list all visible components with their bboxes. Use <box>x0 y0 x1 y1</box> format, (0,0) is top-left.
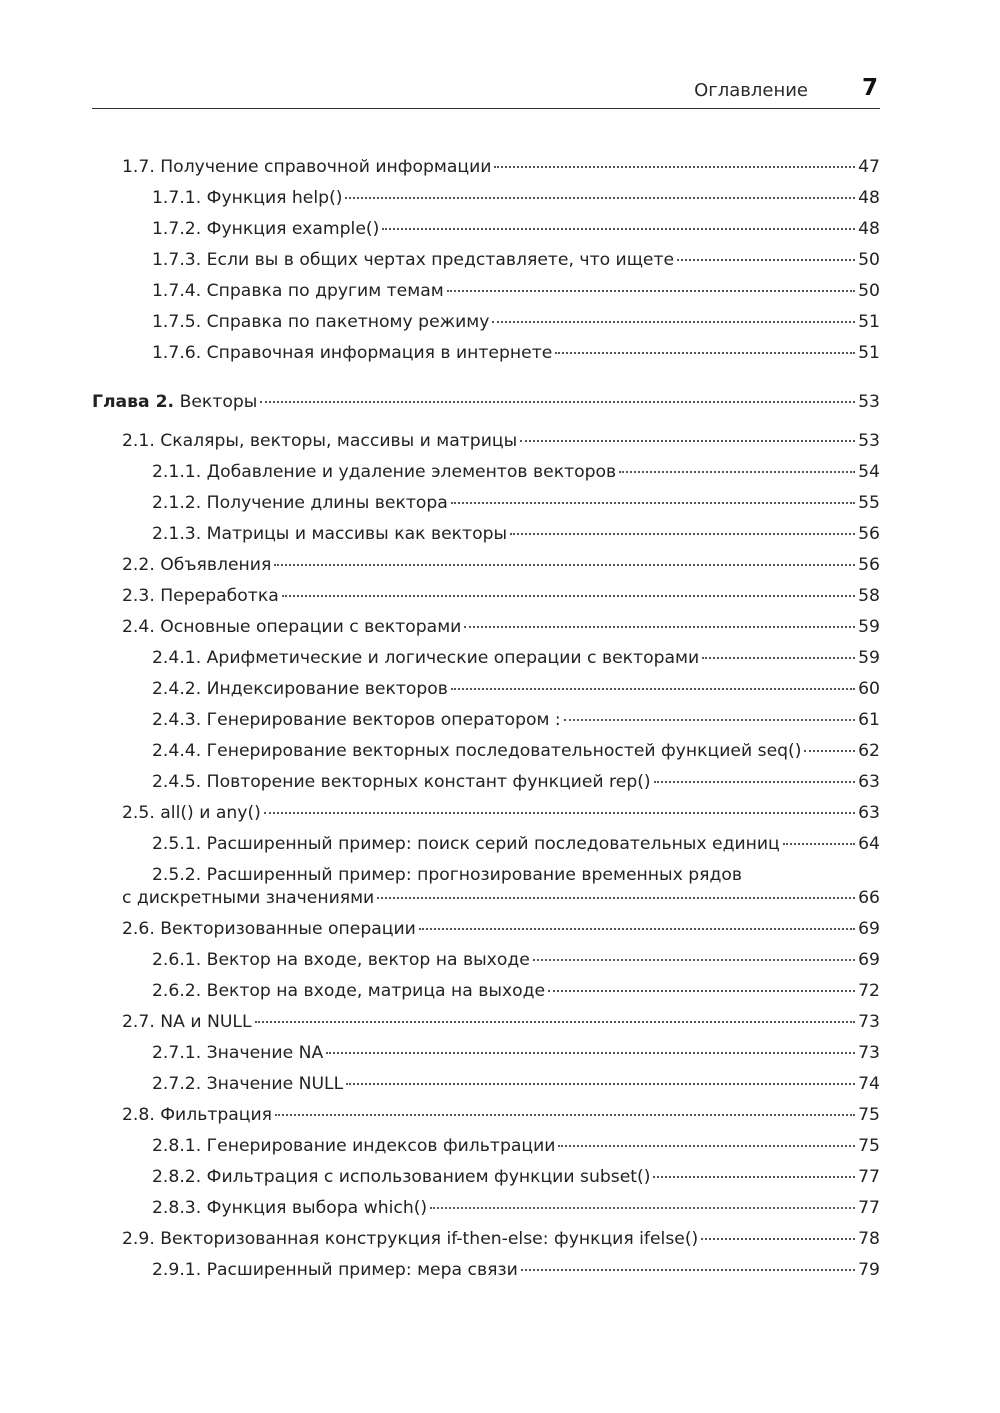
toc-entry-title: 2.1.1. Добавление и удаление элементов векторов <box>152 462 617 482</box>
toc-entry <box>92 1197 880 1220</box>
toc-entry-title: 2.1. Скаляры, векторы, массивы и матрицы <box>122 431 518 451</box>
dot-leader <box>653 1176 855 1178</box>
toc-entry <box>92 980 880 1003</box>
toc-entry-title: 1.7.6. Справочная информация в интернете <box>152 343 553 363</box>
toc-entry <box>92 430 880 453</box>
toc-page-number: 54 <box>858 462 880 482</box>
toc-page-number: 58 <box>858 586 880 606</box>
dot-leader <box>282 595 855 597</box>
dot-leader <box>275 1114 855 1116</box>
toc-entry <box>92 709 880 732</box>
toc-entry <box>92 1259 880 1282</box>
toc-entry-title: 2.6. Векторизованные операции <box>122 919 416 939</box>
toc-page-number: 59 <box>858 617 880 637</box>
toc-entry <box>92 740 880 763</box>
dot-leader <box>804 750 855 752</box>
toc-page-number: 60 <box>858 679 880 699</box>
toc-entry <box>92 218 880 241</box>
dot-leader <box>701 1238 855 1240</box>
toc-page-number: 50 <box>858 250 880 270</box>
toc-entry-title: 2.9. Векторизованная конструкция if-then-else: функция ifelse() <box>122 1229 699 1249</box>
toc-entry-title: 2.3. Переработка <box>122 586 279 606</box>
toc-entry-title: 2.5. all() и any() <box>122 803 261 823</box>
toc-page-number: 56 <box>858 524 880 544</box>
dot-leader <box>558 1145 855 1147</box>
toc-page-number: 75 <box>858 1105 880 1125</box>
dot-leader <box>377 897 855 899</box>
toc-entry-title: 1.7.1. Функция help() <box>152 188 343 208</box>
toc-entry-title: 2.8. Фильтрация <box>122 1105 273 1125</box>
dot-leader <box>451 688 855 690</box>
header-section-title: Оглавление <box>694 80 808 101</box>
toc-entry <box>92 187 880 210</box>
toc-entry <box>92 918 880 941</box>
toc-entry <box>92 1011 880 1034</box>
toc-entry-title: 2.8.2. Фильтрация с использованием функции subset() <box>152 1167 651 1187</box>
toc-page-number: 75 <box>858 1136 880 1156</box>
toc-entry-title: 2.7. NA и NULL <box>122 1012 252 1032</box>
toc-entry-title: 2.9.1. Расширенный пример: мера связи <box>152 1260 518 1280</box>
toc-entry <box>92 554 880 577</box>
dot-leader <box>255 1021 855 1023</box>
dot-leader <box>533 959 855 961</box>
toc-page-number: 63 <box>858 772 880 792</box>
toc-entry-title: 2.2. Объявления <box>122 555 272 575</box>
toc-page-number: 62 <box>858 741 880 761</box>
toc-page-number: 77 <box>858 1198 880 1218</box>
toc-entry <box>92 249 880 272</box>
toc-page-number: 78 <box>858 1229 880 1249</box>
toc-page-number: 47 <box>858 157 880 177</box>
toc-entry <box>92 833 880 856</box>
dot-leader <box>430 1207 855 1209</box>
toc-entry <box>92 461 880 484</box>
toc-page-number: 61 <box>858 710 880 730</box>
toc-page-number: 69 <box>858 919 880 939</box>
toc-page-number: 73 <box>858 1043 880 1063</box>
toc-page-number: 64 <box>858 834 880 854</box>
toc-entry-title: 2.4.4. Генерирование векторных последовательностей функцией seq() <box>152 741 802 761</box>
toc-entry-title: 2.4. Основные операции с векторами <box>122 617 462 637</box>
toc-entry-title: 2.4.2. Индексирование векторов <box>152 679 448 699</box>
running-header <box>92 74 880 109</box>
toc-entry <box>92 492 880 515</box>
toc-page-number: 74 <box>858 1074 880 1094</box>
toc-entry-title: с дискретными значениями <box>122 888 375 908</box>
dot-leader <box>702 657 855 659</box>
toc-page-number: 69 <box>858 950 880 970</box>
toc-page-number: 53 <box>858 392 880 412</box>
dot-leader <box>494 166 855 168</box>
dot-leader <box>619 471 855 473</box>
toc-entry <box>92 156 880 179</box>
toc-entry-title: 2.1.3. Матрицы и массивы как векторы <box>152 524 508 544</box>
toc-entry <box>92 771 880 794</box>
toc-entry <box>92 342 880 365</box>
dot-leader <box>464 626 855 628</box>
toc-chapter-entry <box>92 391 880 414</box>
dot-leader <box>346 1083 855 1085</box>
dot-leader <box>447 290 855 292</box>
dot-leader <box>260 401 855 403</box>
toc-entry <box>92 1228 880 1251</box>
toc-page-number: 73 <box>858 1012 880 1032</box>
toc-page-number: 48 <box>858 188 880 208</box>
toc-page-number: 56 <box>858 555 880 575</box>
toc-entry <box>92 678 880 701</box>
dot-leader <box>520 440 855 442</box>
toc-entry-title: 1.7. Получение справочной информации <box>122 157 492 177</box>
toc-page-number: 59 <box>858 648 880 668</box>
toc-entry-title: 2.1.2. Получение длины вектора <box>152 493 448 513</box>
dot-leader <box>419 928 855 930</box>
toc-entry <box>92 280 880 303</box>
toc-entry-title: 1.7.5. Справка по пакетному режиму <box>152 312 490 332</box>
toc-entry-title: 2.4.3. Генерирование векторов оператором : <box>152 710 561 730</box>
toc-entry <box>92 523 880 546</box>
toc-page-number: 50 <box>858 281 880 301</box>
toc-entry <box>92 585 880 608</box>
toc-entry <box>92 311 880 334</box>
toc-entry <box>92 1073 880 1096</box>
toc-entry <box>92 1042 880 1065</box>
dot-leader <box>382 228 855 230</box>
toc-entry-title: 2.4.1. Арифметические и логические операции с векторами <box>152 648 700 668</box>
dot-leader <box>345 197 855 199</box>
toc-entry <box>92 949 880 972</box>
toc-entry-title: 2.7.1. Значение NA <box>152 1043 324 1063</box>
dot-leader <box>264 812 855 814</box>
dot-leader <box>492 321 855 323</box>
toc-entry-title: 2.8.3. Функция выбора which() <box>152 1198 428 1218</box>
toc-entry-title: 2.4.5. Повторение векторных констант функцией rep() <box>152 772 651 792</box>
toc-page-number: 53 <box>858 431 880 451</box>
page-number: 7 <box>861 75 878 101</box>
toc-page-number: 77 <box>858 1167 880 1187</box>
toc-entry <box>92 864 880 910</box>
dot-leader <box>510 533 855 535</box>
toc-entry-title: 1.7.2. Функция example() <box>152 219 380 239</box>
toc-entry-title: 2.6.1. Вектор на входе, вектор на выходе <box>152 950 530 970</box>
toc-page-number: 66 <box>858 888 880 908</box>
toc-entry-title-line: 2.5.2. Расширенный пример: прогнозирование временных рядов <box>152 865 742 885</box>
dot-leader <box>274 564 855 566</box>
toc-entry <box>92 1104 880 1127</box>
toc-page-number: 63 <box>858 803 880 823</box>
toc-entry <box>92 802 880 825</box>
dot-leader <box>783 843 855 845</box>
table-of-contents <box>92 156 880 1282</box>
toc-entry-title: Векторы <box>179 392 258 412</box>
toc-entry <box>92 647 880 670</box>
toc-page-number: 51 <box>858 312 880 332</box>
toc-page-number: 72 <box>858 981 880 1001</box>
toc-entry-title: 1.7.4. Справка по другим темам <box>152 281 444 301</box>
toc-entry-title: 2.8.1. Генерирование индексов фильтрации <box>152 1136 556 1156</box>
toc-page-number: 79 <box>858 1260 880 1280</box>
toc-entry-title: 2.6.2. Вектор на входе, матрица на выходе <box>152 981 546 1001</box>
dot-leader <box>564 719 855 721</box>
dot-leader <box>654 781 855 783</box>
toc-entry-title: 1.7.3. Если вы в общих чертах представляете, что ищете <box>152 250 675 270</box>
toc-entry <box>92 1166 880 1189</box>
toc-entry <box>92 616 880 639</box>
dot-leader <box>326 1052 855 1054</box>
dot-leader <box>548 990 855 992</box>
toc-entry-title: 2.7.2. Значение NULL <box>152 1074 344 1094</box>
toc-page-number: 48 <box>858 219 880 239</box>
dot-leader <box>451 502 855 504</box>
toc-chapter-label: Глава 2. <box>92 392 175 412</box>
dot-leader <box>677 259 855 261</box>
toc-page-number: 55 <box>858 493 880 513</box>
dot-leader <box>555 352 855 354</box>
toc-page-number: 51 <box>858 343 880 363</box>
dot-leader <box>521 1269 855 1271</box>
toc-entry <box>92 1135 880 1158</box>
toc-entry-title: 2.5.1. Расширенный пример: поиск серий последовательных единиц <box>152 834 780 854</box>
